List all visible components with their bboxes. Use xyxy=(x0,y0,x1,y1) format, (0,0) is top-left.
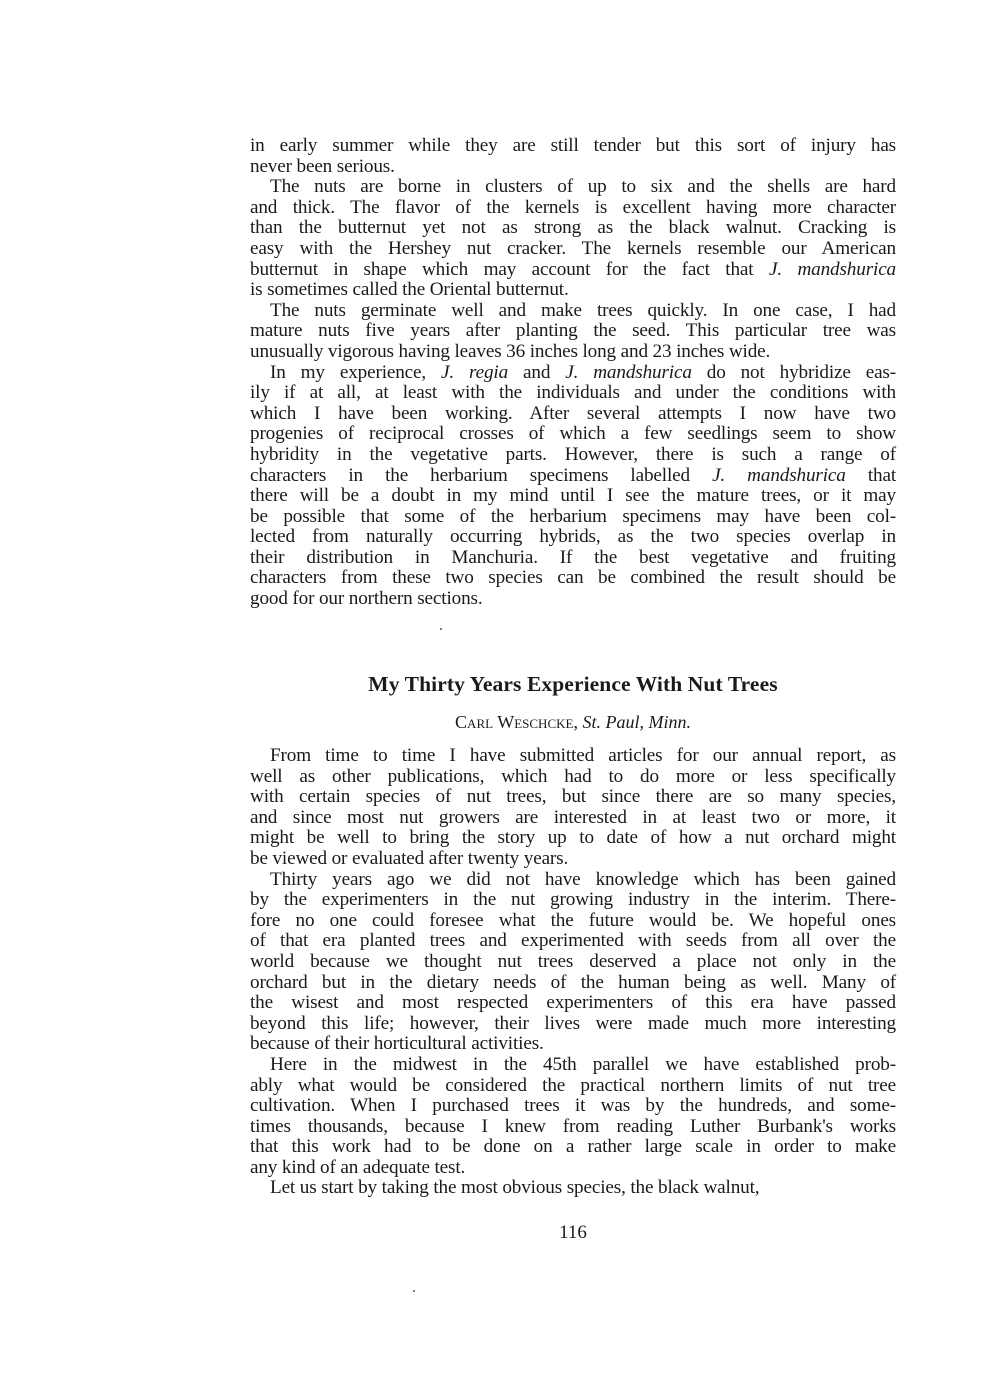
text-line: From time to time I have submitted articles for our annual report, as xyxy=(270,745,896,766)
text-line: good for our northern sections. xyxy=(250,588,483,610)
paragraph xyxy=(250,136,896,177)
text-line: that this work had to be done on a rather large scale in order to make xyxy=(250,1136,896,1158)
article-body xyxy=(250,746,896,1199)
text-line: The nuts germinate well and make trees quickly. In one case, I had xyxy=(270,299,896,321)
text-line: In my experience, J. regia and J. mandshurica do not hybridize eas- xyxy=(270,361,896,383)
text-line: characters from these two species can be combined the result should be xyxy=(250,567,896,589)
paragraph xyxy=(250,363,896,610)
scan-speck xyxy=(413,1290,415,1292)
text-line: Let us start by taking the most obvious species, the black walnut, xyxy=(270,1177,760,1199)
author-location: St. Paul, Minn. xyxy=(582,712,691,732)
text-line: any kind of an adequate test. xyxy=(250,1156,466,1178)
text-line: times thousands, because I knew from reading Luther Burbank's works xyxy=(250,1115,896,1137)
text-line: there will be a doubt in my mind until I see the mature trees, or it may xyxy=(250,485,896,507)
paragraph xyxy=(250,301,896,363)
page-number: 116 xyxy=(559,1222,587,1243)
paragraph xyxy=(250,746,896,870)
text-line: Here in the midwest in the 45th parallel we have established prob- xyxy=(270,1053,896,1075)
text-line: which I have been working. After several attempts I now have two xyxy=(250,402,896,424)
text-line: might be well to bring the story up to date of how a nut orchard might xyxy=(250,827,896,849)
article-title: My Thirty Years Experience With Nut Trees xyxy=(368,672,778,696)
text-line: mature nuts five years after planting the seed. This particular tree was xyxy=(250,320,896,342)
text-line: by the experimenters in the nut growing industry in the interim. There- xyxy=(250,889,896,911)
text-line: be viewed or evaluated after twenty years. xyxy=(250,847,569,869)
text-line: is sometimes called the Oriental butternut. xyxy=(250,279,569,301)
paragraph xyxy=(250,177,896,301)
article-byline xyxy=(250,712,896,733)
text-line: progenies of reciprocal crosses of which a few seedlings seem to show xyxy=(250,423,896,445)
text-line: in early summer while they are still tender but this sort of injury has xyxy=(250,135,896,156)
text-line: the wisest and most respected experimenters of this era have passed xyxy=(250,992,896,1014)
text-line: be possible that some of the herbarium specimens may have been col- xyxy=(250,505,896,527)
text-line: because of their horticultural activities. xyxy=(250,1033,544,1055)
text-line: unusually vigorous having leaves 36 inches long and 23 inches wide. xyxy=(250,340,771,362)
text-line: lected from naturally occurring hybrids, as the two species overlap in xyxy=(250,526,896,548)
text-line: orchard but in the dietary needs of the human being as well. Many of xyxy=(250,971,896,993)
paragraph xyxy=(250,1055,896,1179)
text-line: fore no one could foresee what the future would be. We hopeful ones xyxy=(250,909,896,931)
text-line: characters in the herbarium specimens labelled J. mandshurica that xyxy=(250,464,897,486)
text-line: ably what would be considered the practical northern limits of nut tree xyxy=(250,1074,896,1096)
text-line: never been serious. xyxy=(250,155,395,177)
paragraph xyxy=(250,1178,896,1199)
preceding-article-section xyxy=(250,136,896,610)
text-line: of that era planted trees and experimented with seeds from all over the xyxy=(250,930,896,952)
author-name: Carl Weschcke, xyxy=(455,712,578,732)
text-line: Thirty years ago we did not have knowledge which has been gained xyxy=(270,868,896,890)
text-line: ily if at all, at least with the individuals and under the conditions with xyxy=(250,382,896,404)
text-line: beyond this life; however, their lives were made much more interesting xyxy=(250,1012,896,1034)
text-line: and thick. The flavor of the kernels is excellent having more character xyxy=(250,196,896,218)
text-line: cultivation. When I purchased trees it was by the hundreds, and some- xyxy=(250,1095,896,1117)
text-line: world because we thought nut trees deserved a place not only in the xyxy=(250,950,896,972)
text-line: hybridity in the vegetative parts. However, there is such a range of xyxy=(250,443,896,465)
text-line: easy with the Hershey nut cracker. The kernels resemble our American xyxy=(250,237,896,259)
text-line: than the butternut yet not as strong as the black walnut. Cracking is xyxy=(250,217,896,239)
paragraph xyxy=(250,870,896,1055)
text-line: with certain species of nut trees, but since there are so many species, xyxy=(250,786,896,808)
text-line: their distribution in Manchuria. If the best vegetative and fruiting xyxy=(250,546,896,568)
text-line: butternut in shape which may account for the fact that J. mandshurica xyxy=(250,258,897,280)
scan-speck xyxy=(440,628,442,630)
text-line: and since most nut growers are interested in at least two or more, it xyxy=(250,806,896,828)
text-line: well as other publications, which had to do more or less specifically xyxy=(250,765,896,787)
text-line: The nuts are borne in clusters of up to six and the shells are hard xyxy=(270,176,896,198)
